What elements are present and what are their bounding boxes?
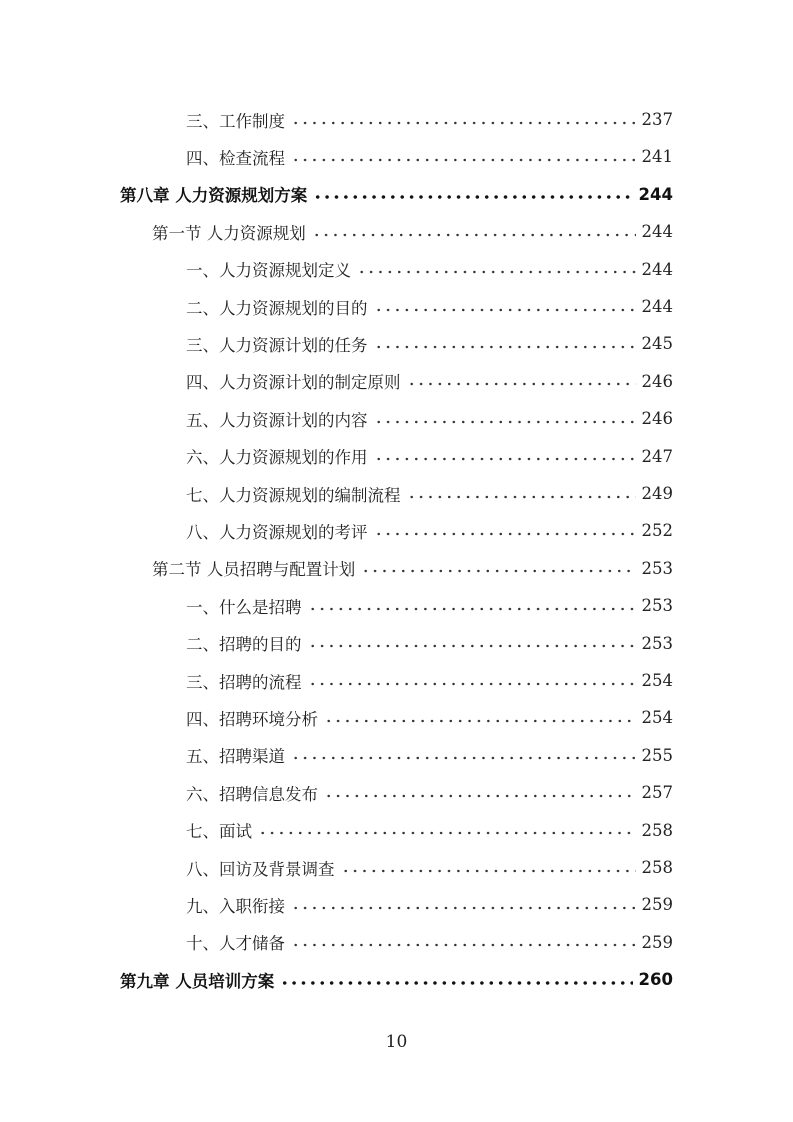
dot-leader — [291, 906, 636, 910]
dot-leader — [407, 495, 636, 499]
toc-subsection-entry[interactable] — [186, 812, 673, 849]
toc-entry-page: 253 — [641, 596, 673, 616]
toc-entry-page: 246 — [641, 371, 673, 391]
toc-chapter-entry[interactable] — [120, 176, 673, 213]
toc-entry-page: 245 — [641, 334, 673, 354]
toc-entry-title: 四、人力资源计划的制定原则 — [186, 373, 401, 393]
toc-subsection-entry[interactable] — [186, 625, 673, 662]
toc-entry-title: 第八章 人力资源规划方案 — [120, 186, 308, 206]
dot-leader — [357, 270, 636, 274]
toc-entry-title: 二、人力资源规划的目的 — [186, 298, 368, 318]
toc-entry-title: 七、人力资源规划的编制流程 — [186, 485, 401, 505]
toc-entry-page: 244 — [641, 222, 673, 242]
toc-subsection-entry[interactable] — [186, 924, 673, 961]
toc-entry-title: 四、检查流程 — [186, 148, 285, 168]
dot-leader — [291, 158, 636, 162]
toc-entry-page: 249 — [641, 484, 673, 503]
toc-subsection-entry[interactable] — [186, 288, 673, 325]
dot-leader — [291, 121, 636, 125]
dot-leader — [374, 420, 636, 424]
toc-entry-title: 三、人力资源计划的任务 — [186, 335, 368, 355]
toc-subsection-entry[interactable] — [186, 774, 673, 811]
toc-entry-page: 260 — [638, 970, 673, 990]
dot-leader — [313, 195, 632, 199]
dot-leader — [407, 382, 636, 386]
toc-entry-page: 257 — [641, 783, 673, 803]
toc-entry-title: 八、人力资源规划的考评 — [186, 522, 368, 542]
toc-entry-title: 八、回访及背景调查 — [186, 859, 335, 879]
dot-leader — [374, 532, 636, 536]
dot-leader — [324, 794, 636, 798]
toc-entry-page: 247 — [641, 446, 673, 466]
toc-subsection-entry[interactable] — [186, 363, 673, 400]
toc-entry-page: 253 — [641, 558, 673, 578]
toc-subsection-entry[interactable] — [186, 438, 673, 475]
toc-subsection-entry[interactable] — [186, 587, 673, 624]
toc-entry-page: 244 — [638, 184, 673, 204]
toc-chapter-entry[interactable] — [120, 961, 673, 998]
toc-subsection-entry[interactable] — [186, 662, 673, 699]
dot-leader — [324, 719, 636, 723]
toc-entry-page: 246 — [641, 409, 673, 429]
dot-leader — [374, 308, 636, 312]
page-number: 10 — [385, 1032, 408, 1052]
dot-leader — [361, 569, 635, 573]
dot-leader — [374, 345, 636, 349]
dot-leader — [308, 644, 636, 648]
toc-entry-page: 244 — [641, 297, 673, 316]
dot-leader — [308, 682, 636, 686]
toc-subsection-entry[interactable] — [186, 849, 673, 886]
toc-entry-title: 第一节 人力资源规划 — [152, 223, 306, 243]
toc-subsection-entry[interactable] — [186, 325, 673, 362]
toc-entry-page: 237 — [641, 110, 673, 129]
toc-subsection-entry[interactable] — [186, 101, 673, 138]
toc-subsection-entry[interactable] — [186, 699, 673, 736]
dot-leader — [258, 831, 636, 835]
toc-entry-page: 258 — [641, 820, 673, 840]
dot-leader — [308, 607, 636, 611]
toc-subsection-entry[interactable] — [186, 512, 673, 549]
dot-leader — [341, 869, 636, 873]
toc-subsection-entry[interactable] — [186, 737, 673, 774]
toc-entry-title: 四、招聘环境分析 — [186, 709, 318, 729]
toc-entry-title: 十、人才储备 — [186, 934, 285, 954]
toc-entry-page: 241 — [641, 147, 673, 167]
toc-entry-title: 第二节 人员招聘与配置计划 — [152, 560, 356, 580]
toc-entry-title: 六、人力资源规划的作用 — [186, 448, 368, 468]
toc-entry-page: 258 — [641, 858, 673, 877]
toc-subsection-entry[interactable] — [186, 475, 673, 512]
toc-entry-page: 254 — [641, 671, 673, 690]
dot-leader — [291, 943, 636, 947]
toc-entry-title: 二、招聘的目的 — [186, 635, 302, 655]
dot-leader — [291, 756, 636, 760]
toc-entry-title: 第九章 人员培训方案 — [120, 971, 275, 991]
toc-entry-title: 七、面试 — [186, 822, 252, 842]
toc-entry-title: 一、人力资源规划定义 — [186, 261, 351, 281]
toc-entry-title: 六、招聘信息发布 — [186, 784, 318, 804]
toc-entry-page: 259 — [641, 932, 673, 952]
toc-subsection-entry[interactable] — [186, 886, 673, 923]
toc-entry-title: 一、什么是招聘 — [186, 597, 302, 617]
toc-section-entry[interactable] — [152, 213, 673, 250]
dot-leader — [374, 457, 636, 461]
dot-leader — [280, 981, 632, 985]
dot-leader — [312, 233, 636, 237]
toc-entry-title: 三、工作制度 — [186, 111, 285, 131]
toc-subsection-entry[interactable] — [186, 251, 673, 288]
toc-entry-page: 253 — [641, 633, 673, 653]
toc-entry-page: 244 — [641, 259, 673, 279]
toc-entry-page: 252 — [641, 521, 673, 541]
toc-entry-page: 259 — [641, 895, 673, 915]
toc-entry-title: 九、入职衔接 — [186, 896, 285, 916]
toc-entry-title: 五、招聘渠道 — [186, 747, 285, 767]
toc-subsection-entry[interactable] — [186, 400, 673, 437]
toc-entry-page: 255 — [641, 745, 673, 765]
toc-subsection-entry[interactable] — [186, 138, 673, 175]
toc-entry-title: 三、招聘的流程 — [186, 672, 302, 692]
toc-entry-page: 254 — [641, 708, 673, 728]
toc-section-entry[interactable] — [152, 550, 673, 587]
toc-entry-title: 五、人力资源计划的内容 — [186, 410, 368, 430]
